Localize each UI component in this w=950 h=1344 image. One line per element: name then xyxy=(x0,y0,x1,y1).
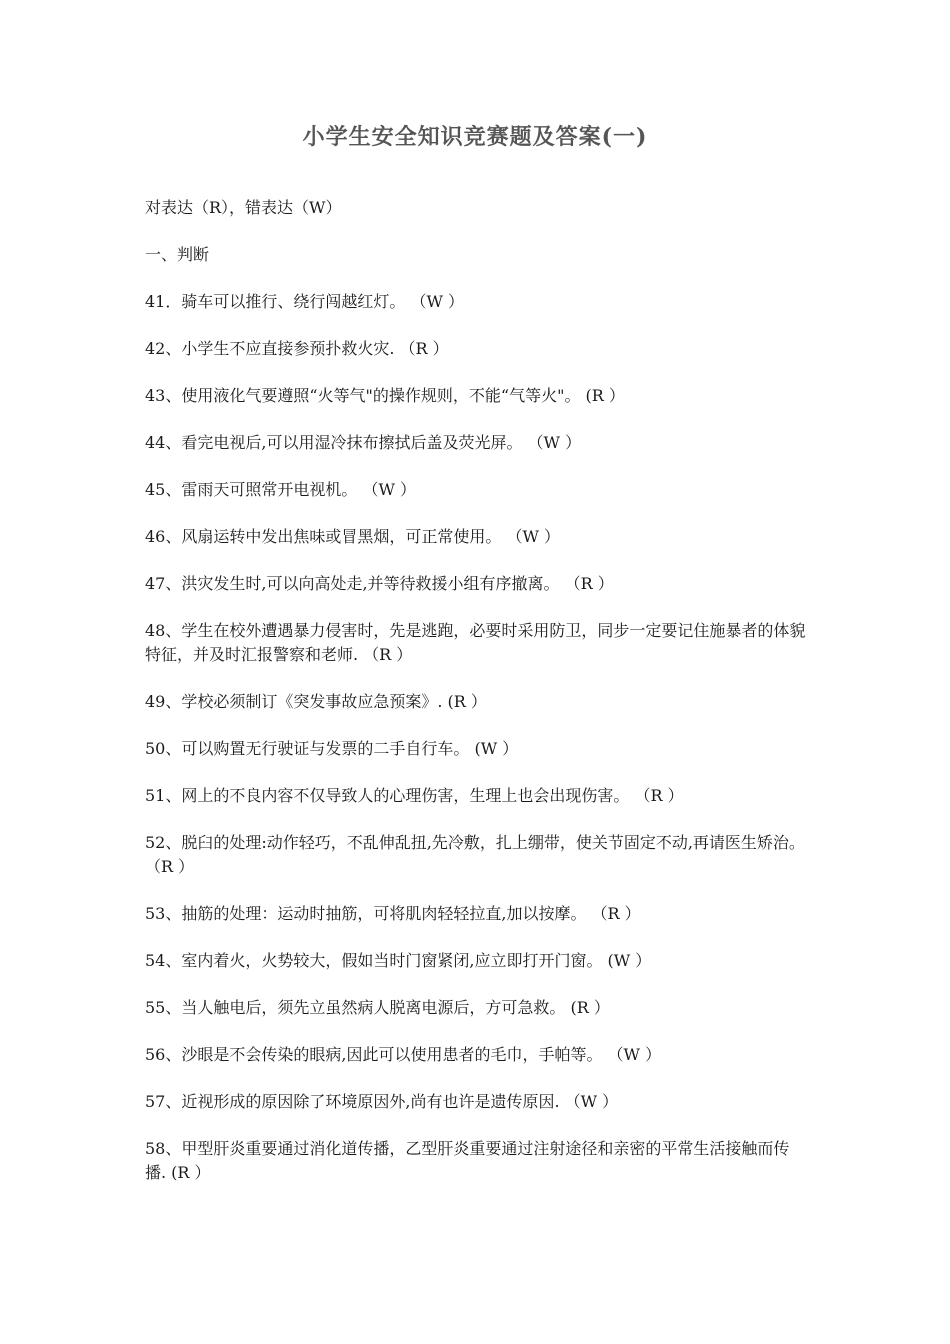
question-item: 43、使用液化气要遵照“火等气"的操作规则，不能“气等火"。 (R ） xyxy=(145,386,625,405)
question-item: 58、甲型肝炎重要通过消化道传播，乙型肝炎重要通过注射途径和亲密的平常生活接触而传播. (R ） xyxy=(145,1139,790,1182)
question-item: 52、脱臼的处理:动作轻巧，不乱伸乱扭,先冷敷，扎上绷带，使关节固定不动,再请医生矫治。 （R ） xyxy=(145,833,805,876)
question-item: 49、学校必须制订《突发事故应急预案》. (R ） xyxy=(145,692,487,711)
question-item: 41．骑车可以推行、绕行闯越红灯。 （W ） xyxy=(145,292,464,311)
question-item: 50、可以购置无行驶证与发票的二手自行车。 (W ） xyxy=(145,739,519,758)
question-item: 57、近视形成的原因除了环境原因外,尚有也许是遗传原因. （W ） xyxy=(145,1092,619,1111)
section-heading: 一、判断 xyxy=(145,245,210,264)
question-item: 53、抽筋的处理：运动时抽筋，可将肌肉轻轻拉直,加以按摩。 （R ） xyxy=(145,904,641,923)
question-item: 44、看完电视后,可以用湿冷抹布擦拭后盖及荧光屏。 （W ） xyxy=(145,433,582,452)
document-body xyxy=(145,196,810,1208)
question-item: 56、沙眼是不会传染的眼病,因此可以使用患者的毛巾，手帕等。 （W ） xyxy=(145,1045,662,1064)
question-item: 54、室内着火，火势较大，假如当时门窗紧闭,应立即打开门窗。 (W ） xyxy=(145,951,652,970)
question-item: 45、雷雨天可照常开电视机。 （W ） xyxy=(145,480,416,499)
question-item: 51、网上的不良内容不仅导致人的心理伤害，生理上也会出现伤害。 （R ） xyxy=(145,786,684,805)
question-item: 47、洪灾发生时,可以向高处走,并等待救援小组有序撤离。 （R ） xyxy=(145,574,614,593)
question-item: 42、小学生不应直接参预扑救火灾. （R ） xyxy=(145,339,449,358)
question-item: 55、当人触电后，须先立虽然病人脱离电源后，方可急救。 (R ） xyxy=(145,998,610,1017)
question-item: 48、学生在校外遭遇暴力侵害时，先是逃跑，必要时采用防卫，同步一定要记住施暴者的体貌特征，并及时汇报警察和老师. （R ） xyxy=(145,621,806,664)
question-item: 46、风扇运转中发出焦味或冒黑烟，可正常使用。 （W ） xyxy=(145,527,560,546)
answer-legend: 对表达（R），错表达（W） xyxy=(145,198,342,217)
page-title: 小学生安全知识竞赛题及答案(一) xyxy=(302,124,648,150)
